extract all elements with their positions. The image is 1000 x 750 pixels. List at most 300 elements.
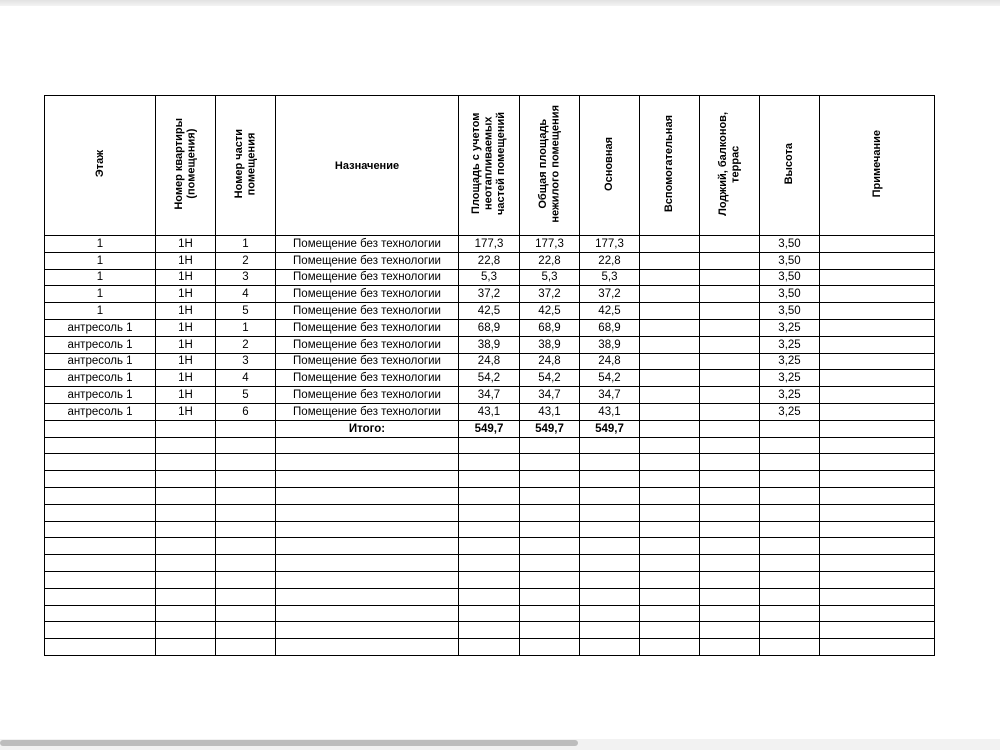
empty-cell — [520, 521, 580, 538]
cell-main: 177,3 — [580, 236, 640, 253]
cell-loggia — [700, 252, 760, 269]
empty-cell — [700, 571, 760, 588]
empty-cell — [760, 454, 820, 471]
cell-aux — [640, 353, 700, 370]
cell-apartment: 1Н — [156, 236, 216, 253]
cell-floor: 1 — [45, 269, 156, 286]
cell-main: 68,9 — [580, 319, 640, 336]
cell-apartment: 1Н — [156, 252, 216, 269]
empty-cell — [459, 605, 520, 622]
cell-area-nonres: 43,1 — [520, 403, 580, 420]
empty-cell — [820, 504, 935, 521]
cell-area-total: 34,7 — [459, 387, 520, 404]
header-loggias: Лоджий, балконов, террас — [700, 96, 760, 236]
empty-cell — [700, 555, 760, 572]
empty-cell — [156, 454, 216, 471]
empty-cell — [760, 639, 820, 656]
cell-floor: антресоль 1 — [45, 353, 156, 370]
cell-height: 3,25 — [760, 353, 820, 370]
empty-cell — [760, 571, 820, 588]
empty-cell — [640, 538, 700, 555]
empty-cell — [820, 571, 935, 588]
totals-row — [45, 420, 935, 437]
empty-row — [45, 504, 935, 521]
cell-purpose: Помещение без технологии — [276, 370, 459, 387]
cell-main: 38,9 — [580, 336, 640, 353]
empty-row — [45, 622, 935, 639]
total-area-nonres: 549,7 — [520, 420, 580, 437]
cell-aux — [640, 269, 700, 286]
empty-cell — [156, 420, 216, 437]
empty-cell — [640, 437, 700, 454]
cell-note — [820, 236, 935, 253]
cell-area-total: 177,3 — [459, 236, 520, 253]
empty-cell — [276, 487, 459, 504]
empty-cell — [459, 622, 520, 639]
cell-area-total: 22,8 — [459, 252, 520, 269]
cell-area-total: 43,1 — [459, 403, 520, 420]
scrollbar-thumb[interactable] — [0, 740, 578, 746]
cell-height: 3,25 — [760, 319, 820, 336]
cell-note — [820, 336, 935, 353]
cell-purpose: Помещение без технологии — [276, 336, 459, 353]
empty-cell — [156, 504, 216, 521]
empty-cell — [45, 555, 156, 572]
empty-cell — [216, 487, 276, 504]
empty-cell — [820, 555, 935, 572]
cell-floor: 1 — [45, 236, 156, 253]
empty-cell — [45, 605, 156, 622]
empty-cell — [520, 454, 580, 471]
empty-cell — [760, 538, 820, 555]
empty-cell — [276, 504, 459, 521]
empty-row — [45, 521, 935, 538]
cell-main: 5,3 — [580, 269, 640, 286]
empty-row — [45, 555, 935, 572]
cell-area-nonres: 5,3 — [520, 269, 580, 286]
cell-purpose: Помещение без технологии — [276, 252, 459, 269]
cell-area-total: 54,2 — [459, 370, 520, 387]
cell-loggia — [700, 353, 760, 370]
cell-area-nonres: 22,8 — [520, 252, 580, 269]
empty-cell — [700, 588, 760, 605]
table-row — [45, 236, 935, 253]
table-row — [45, 252, 935, 269]
empty-cell — [45, 504, 156, 521]
empty-cell — [820, 420, 935, 437]
cell-aux — [640, 336, 700, 353]
cell-area-nonres: 54,2 — [520, 370, 580, 387]
cell-note — [820, 252, 935, 269]
cell-area-nonres: 34,7 — [520, 387, 580, 404]
cell-part: 5 — [216, 387, 276, 404]
empty-cell — [520, 588, 580, 605]
cell-loggia — [700, 303, 760, 320]
empty-cell — [216, 521, 276, 538]
empty-cell — [700, 420, 760, 437]
cell-area-total: 42,5 — [459, 303, 520, 320]
empty-cell — [820, 605, 935, 622]
empty-cell — [760, 605, 820, 622]
cell-part: 4 — [216, 370, 276, 387]
empty-cell — [276, 437, 459, 454]
empty-cell — [580, 622, 640, 639]
empty-cell — [640, 471, 700, 488]
cell-area-total: 24,8 — [459, 353, 520, 370]
empty-cell — [45, 538, 156, 555]
cell-apartment: 1Н — [156, 303, 216, 320]
cell-part: 6 — [216, 403, 276, 420]
cell-apartment: 1Н — [156, 403, 216, 420]
empty-cell — [459, 571, 520, 588]
empty-cell — [276, 471, 459, 488]
cell-part: 5 — [216, 303, 276, 320]
cell-note — [820, 403, 935, 420]
empty-cell — [216, 454, 276, 471]
empty-cell — [520, 571, 580, 588]
empty-cell — [156, 588, 216, 605]
empty-cell — [640, 454, 700, 471]
cell-purpose: Помещение без технологии — [276, 236, 459, 253]
empty-cell — [640, 504, 700, 521]
empty-cell — [156, 487, 216, 504]
empty-cell — [820, 639, 935, 656]
empty-cell — [520, 639, 580, 656]
cell-note — [820, 387, 935, 404]
cell-height: 3,50 — [760, 286, 820, 303]
empty-cell — [216, 571, 276, 588]
empty-cell — [700, 454, 760, 471]
cell-apartment: 1Н — [156, 387, 216, 404]
cell-floor: 1 — [45, 286, 156, 303]
empty-cell — [459, 521, 520, 538]
empty-cell — [216, 538, 276, 555]
cell-apartment: 1Н — [156, 370, 216, 387]
header-area-nonresidential: Общая площадь нежилого помещения — [520, 96, 580, 236]
cell-apartment: 1Н — [156, 269, 216, 286]
empty-cell — [459, 538, 520, 555]
empty-cell — [760, 521, 820, 538]
cell-purpose: Помещение без технологии — [276, 286, 459, 303]
cell-main: 22,8 — [580, 252, 640, 269]
cell-purpose: Помещение без технологии — [276, 269, 459, 286]
cell-part: 2 — [216, 252, 276, 269]
table-row — [45, 370, 935, 387]
table-row — [45, 353, 935, 370]
cell-main: 37,2 — [580, 286, 640, 303]
cell-area-total: 5,3 — [459, 269, 520, 286]
empty-row — [45, 454, 935, 471]
empty-cell — [45, 420, 156, 437]
cell-apartment: 1Н — [156, 286, 216, 303]
cell-note — [820, 269, 935, 286]
cell-part: 2 — [216, 336, 276, 353]
empty-cell — [640, 588, 700, 605]
empty-cell — [520, 471, 580, 488]
empty-cell — [276, 538, 459, 555]
empty-cell — [700, 487, 760, 504]
cell-floor: антресоль 1 — [45, 336, 156, 353]
empty-cell — [216, 504, 276, 521]
total-label: Итого: — [276, 420, 459, 437]
cell-area-nonres: 24,8 — [520, 353, 580, 370]
empty-cell — [580, 588, 640, 605]
cell-loggia — [700, 336, 760, 353]
cell-loggia — [700, 319, 760, 336]
header-row — [45, 96, 935, 236]
cell-aux — [640, 387, 700, 404]
empty-cell — [760, 420, 820, 437]
empty-cell — [459, 437, 520, 454]
cell-note — [820, 370, 935, 387]
empty-cell — [459, 555, 520, 572]
cell-aux — [640, 370, 700, 387]
cell-height: 3,50 — [760, 252, 820, 269]
table-row — [45, 286, 935, 303]
cell-height: 3,25 — [760, 336, 820, 353]
empty-cell — [216, 605, 276, 622]
empty-cell — [45, 487, 156, 504]
empty-cell — [700, 437, 760, 454]
cell-main: 43,1 — [580, 403, 640, 420]
cell-area-nonres: 38,9 — [520, 336, 580, 353]
empty-cell — [760, 504, 820, 521]
empty-cell — [45, 588, 156, 605]
cell-aux — [640, 403, 700, 420]
cell-part: 3 — [216, 269, 276, 286]
empty-cell — [580, 487, 640, 504]
empty-cell — [276, 622, 459, 639]
empty-cell — [216, 555, 276, 572]
cell-apartment: 1Н — [156, 336, 216, 353]
empty-cell — [640, 639, 700, 656]
cell-height: 3,50 — [760, 236, 820, 253]
cell-apartment: 1Н — [156, 319, 216, 336]
cell-area-total: 38,9 — [459, 336, 520, 353]
cell-main: 34,7 — [580, 387, 640, 404]
cell-area-nonres: 177,3 — [520, 236, 580, 253]
cell-note — [820, 319, 935, 336]
header-height: Высота — [760, 96, 820, 236]
cell-loggia — [700, 269, 760, 286]
cell-loggia — [700, 236, 760, 253]
empty-cell — [276, 605, 459, 622]
cell-area-nonres: 68,9 — [520, 319, 580, 336]
empty-cell — [45, 571, 156, 588]
empty-cell — [820, 454, 935, 471]
empty-cell — [580, 504, 640, 521]
empty-cell — [580, 521, 640, 538]
empty-cell — [156, 555, 216, 572]
empty-cell — [760, 588, 820, 605]
total-main: 549,7 — [580, 420, 640, 437]
cell-note — [820, 353, 935, 370]
empty-cell — [700, 471, 760, 488]
empty-cell — [216, 639, 276, 656]
empty-cell — [580, 605, 640, 622]
cell-main: 54,2 — [580, 370, 640, 387]
cell-purpose: Помещение без технологии — [276, 353, 459, 370]
cell-area-total: 68,9 — [459, 319, 520, 336]
empty-cell — [640, 605, 700, 622]
empty-cell — [760, 622, 820, 639]
empty-cell — [156, 538, 216, 555]
horizontal-scrollbar[interactable] — [0, 739, 1000, 750]
empty-cell — [640, 487, 700, 504]
total-area: 549,7 — [459, 420, 520, 437]
empty-cell — [156, 605, 216, 622]
cell-purpose: Помещение без технологии — [276, 303, 459, 320]
cell-loggia — [700, 370, 760, 387]
empty-cell — [820, 538, 935, 555]
empty-cell — [276, 571, 459, 588]
empty-row — [45, 588, 935, 605]
header-purpose: Назначение — [276, 96, 459, 236]
empty-cell — [216, 420, 276, 437]
empty-cell — [700, 639, 760, 656]
empty-cell — [580, 454, 640, 471]
empty-cell — [520, 605, 580, 622]
empty-cell — [760, 555, 820, 572]
empty-cell — [820, 588, 935, 605]
cell-purpose: Помещение без технологии — [276, 387, 459, 404]
cell-height: 3,25 — [760, 387, 820, 404]
empty-cell — [640, 555, 700, 572]
empty-cell — [216, 471, 276, 488]
empty-cell — [820, 521, 935, 538]
top-bar — [0, 0, 1000, 6]
empty-cell — [760, 471, 820, 488]
empty-cell — [580, 538, 640, 555]
empty-row — [45, 538, 935, 555]
cell-loggia — [700, 387, 760, 404]
cell-height: 3,25 — [760, 403, 820, 420]
cell-part: 1 — [216, 236, 276, 253]
empty-cell — [820, 471, 935, 488]
table-row — [45, 336, 935, 353]
empty-cell — [156, 471, 216, 488]
cell-part: 4 — [216, 286, 276, 303]
table-row — [45, 269, 935, 286]
cell-note — [820, 286, 935, 303]
header-note: Примечание — [820, 96, 935, 236]
empty-row — [45, 471, 935, 488]
cell-aux — [640, 319, 700, 336]
empty-cell — [459, 487, 520, 504]
cell-aux — [640, 303, 700, 320]
empty-cell — [580, 571, 640, 588]
cell-area-nonres: 42,5 — [520, 303, 580, 320]
empty-cell — [580, 437, 640, 454]
cell-loggia — [700, 286, 760, 303]
header-auxiliary: Вспомогательная — [640, 96, 700, 236]
cell-height: 3,50 — [760, 269, 820, 286]
cell-height: 3,25 — [760, 370, 820, 387]
empty-cell — [216, 437, 276, 454]
cell-aux — [640, 252, 700, 269]
empty-cell — [276, 588, 459, 605]
empty-cell — [459, 454, 520, 471]
header-part: Номер части помещения — [216, 96, 276, 236]
empty-cell — [520, 487, 580, 504]
cell-part: 1 — [216, 319, 276, 336]
empty-cell — [156, 437, 216, 454]
header-area-total: Площадь с учетом неотапливаемых частей помещений — [459, 96, 520, 236]
empty-cell — [700, 521, 760, 538]
empty-cell — [700, 538, 760, 555]
cell-aux — [640, 236, 700, 253]
cell-note — [820, 303, 935, 320]
empty-cell — [520, 437, 580, 454]
cell-loggia — [700, 403, 760, 420]
cell-apartment: 1Н — [156, 353, 216, 370]
cell-purpose: Помещение без технологии — [276, 319, 459, 336]
cell-floor: антресоль 1 — [45, 319, 156, 336]
cell-purpose: Помещение без технологии — [276, 403, 459, 420]
empty-cell — [520, 538, 580, 555]
header-apartment: Номер квартиры (помещения) — [156, 96, 216, 236]
empty-cell — [276, 454, 459, 471]
cell-area-nonres: 37,2 — [520, 286, 580, 303]
empty-cell — [276, 521, 459, 538]
empty-cell — [156, 571, 216, 588]
empty-cell — [45, 622, 156, 639]
cell-floor: антресоль 1 — [45, 387, 156, 404]
empty-cell — [640, 622, 700, 639]
empty-cell — [640, 420, 700, 437]
empty-cell — [45, 471, 156, 488]
cell-part: 3 — [216, 353, 276, 370]
empty-row — [45, 571, 935, 588]
empty-cell — [156, 622, 216, 639]
cell-area-total: 37,2 — [459, 286, 520, 303]
table-row — [45, 319, 935, 336]
empty-cell — [580, 639, 640, 656]
empty-cell — [156, 521, 216, 538]
empty-cell — [216, 622, 276, 639]
empty-cell — [520, 504, 580, 521]
empty-cell — [820, 437, 935, 454]
empty-cell — [760, 487, 820, 504]
empty-cell — [45, 521, 156, 538]
empty-cell — [820, 487, 935, 504]
empty-cell — [459, 504, 520, 521]
empty-cell — [700, 504, 760, 521]
empty-cell — [820, 622, 935, 639]
table-row — [45, 403, 935, 420]
empty-cell — [156, 639, 216, 656]
empty-cell — [520, 555, 580, 572]
cell-floor: антресоль 1 — [45, 370, 156, 387]
header-main: Основная — [580, 96, 640, 236]
empty-cell — [45, 639, 156, 656]
empty-cell — [45, 437, 156, 454]
empty-cell — [580, 471, 640, 488]
empty-row — [45, 487, 935, 504]
empty-row — [45, 639, 935, 656]
empty-cell — [640, 521, 700, 538]
cell-aux — [640, 286, 700, 303]
cell-floor: антресоль 1 — [45, 403, 156, 420]
empty-cell — [700, 605, 760, 622]
empty-row — [45, 605, 935, 622]
empty-cell — [216, 588, 276, 605]
empty-cell — [640, 571, 700, 588]
empty-cell — [459, 588, 520, 605]
cell-main: 24,8 — [580, 353, 640, 370]
table-row — [45, 387, 935, 404]
table-row — [45, 303, 935, 320]
